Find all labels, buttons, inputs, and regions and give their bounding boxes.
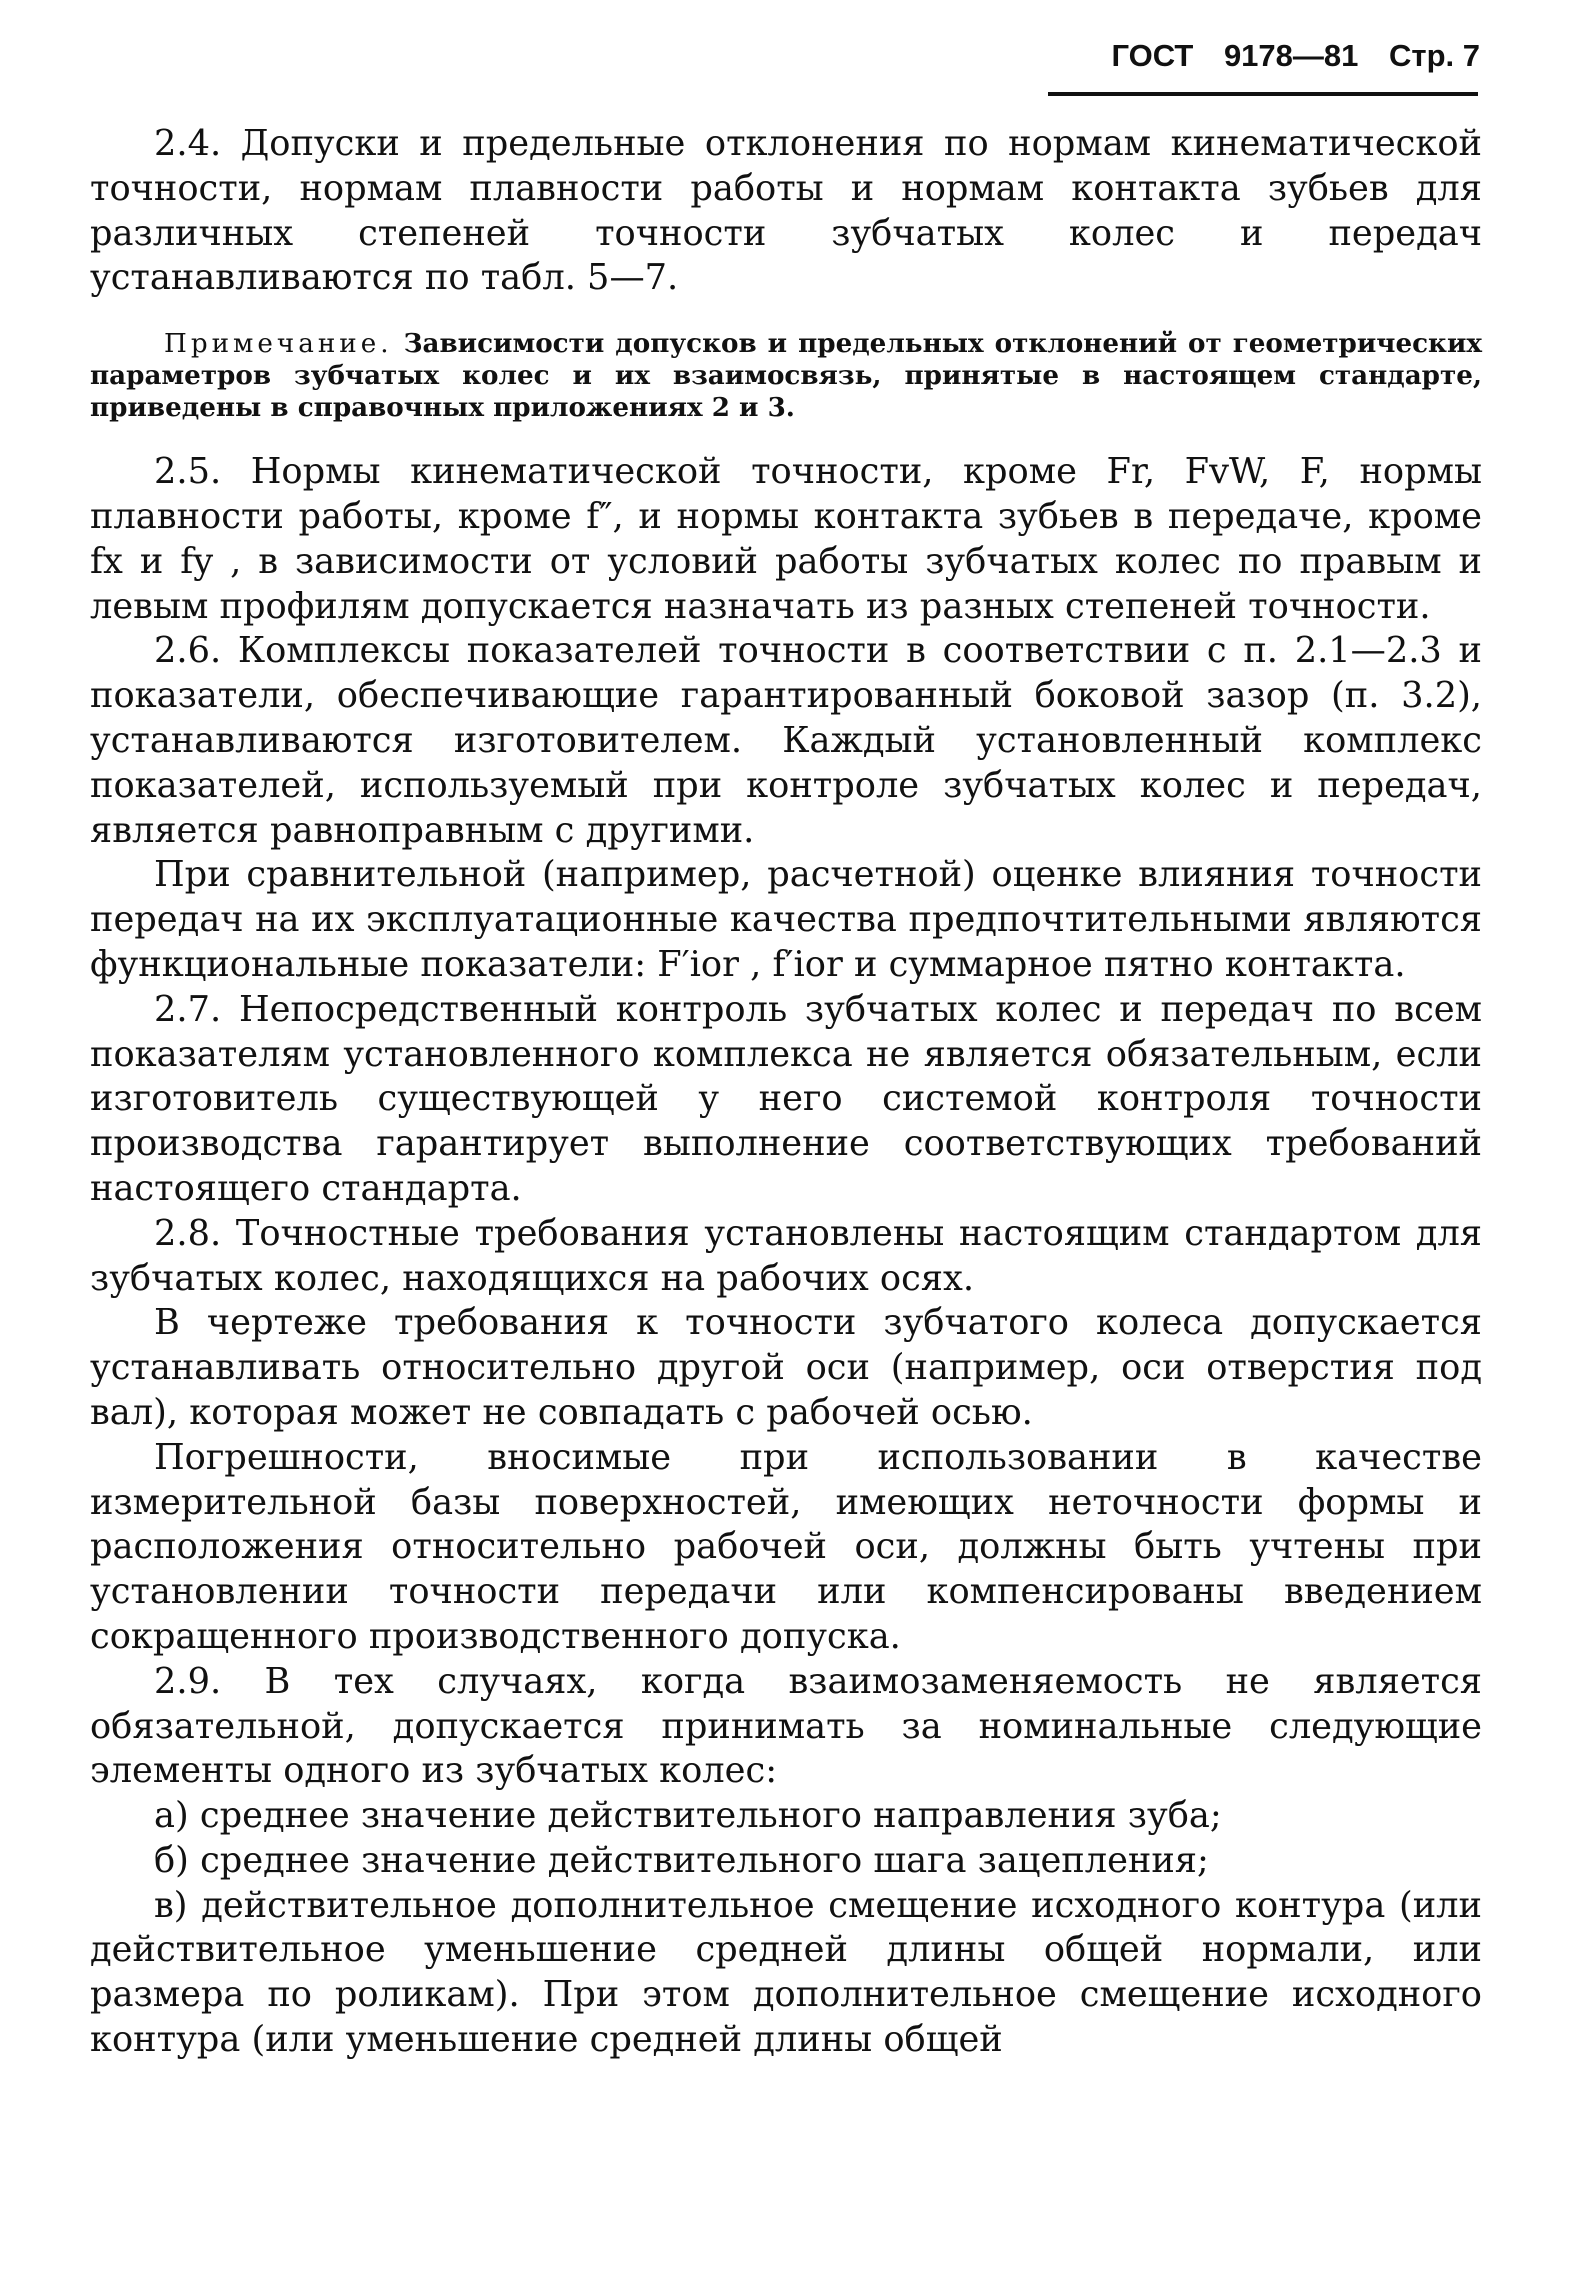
gost-number: 9178—81	[1223, 38, 1359, 73]
paragraph-2-6-continued: При сравнительной (например, расчетной) оценке влияния точности передач на их эксплуатационные качества предпочтительными являются функциональные показатели: F′ior , f′ior и суммарное пятно контакта.	[90, 854, 1482, 985]
list-item-a: а) среднее значение действительного направления зуба;	[154, 1795, 1222, 1837]
document-body	[90, 122, 1482, 2063]
paragraph-2-8: 2.8. Точностные требования установлены настоящим стандартом для зубчатых колес, находящихся на рабочих осях.	[90, 1212, 1482, 1299]
paragraph-2-8-drawing: В чертеже требования к точности зубчатого колеса допускается устанавливать относительно другой оси (например, оси отверстия под вал), которая может не совпадать с рабочей осью.	[90, 1302, 1482, 1433]
gost-label: ГОСТ	[1111, 38, 1194, 73]
list-item-c: в) действительное дополнительное смещение исходного контура (или действительное уменьшение средней длины общей нормали, или размера по роликам). При этом дополнительное смещение исходного контура (или уменьшение средней длины общей	[90, 1884, 1482, 2061]
page-header	[1040, 38, 1480, 98]
note-text: Зависимости допусков и предельных отклонений от геометрических параметров зубчатых колес и их взаимосвязь, принятые в настоящем стандарте, приведены в справочных приложениях 2 и 3.	[90, 328, 1482, 424]
paragraph-2-6: 2.6. Комплексы показателей точности в соответствии с п. 2.1—2.3 и показатели, обеспечивающие гарантированный боковой зазор (п. 3.2), устанавливаются изготовителем. Каждый установленный комплекс показателей, используемый при контроле зубчатых колес и передач, является равноправным с другими.	[90, 630, 1482, 851]
paragraph-2-4: 2.4. Допуски и предельные отклонения по нормам кинематической точности, нормам плавности работы и нормам контакта зубьев для различных степеней точности зубчатых колес и передач устанавливаются по табл. 5—7.	[90, 123, 1482, 299]
note-label: Примечание.	[164, 329, 393, 360]
note	[90, 328, 1482, 424]
paragraph-2-7: 2.7. Непосредственный контроль зубчатых колес и передач по всем показателям установленного комплекса не является обязательным, если изготовитель существующей у него системой контроля точности производства гарантирует выполнение соответствующих требований настоящего стандарта.	[90, 988, 1482, 1209]
paragraph-2-8-errors: Погрешности, вносимые при использовании в качестве измерительной базы поверхностей, имеющих неточности формы и расположения относительно рабочей оси, должны быть учтены при установлении точности передачи или компенсированы введением сокращенного производственного допуска.	[90, 1436, 1482, 1657]
header-rule	[1048, 92, 1478, 96]
list-item-b: б) среднее значение действительного шага зацепления;	[154, 1839, 1209, 1881]
page-number: Стр. 7	[1389, 38, 1480, 73]
paragraph-2-5: 2.5. Нормы кинематической точности, кроме Fr, FvW, F, нормы плавности работы, кроме f″, и нормы контакта зубьев в передаче, кроме fx и fy , в зависимости от условий работы зубчатых колес по правым и левым профилям допускается назначать из разных степеней точности.	[90, 451, 1482, 627]
paragraph-2-9: 2.9. В тех случаях, когда взаимозаменяемость не является обязательной, допускается принимать за номинальные следующие элементы одного из зубчатых колес:	[90, 1660, 1482, 1792]
